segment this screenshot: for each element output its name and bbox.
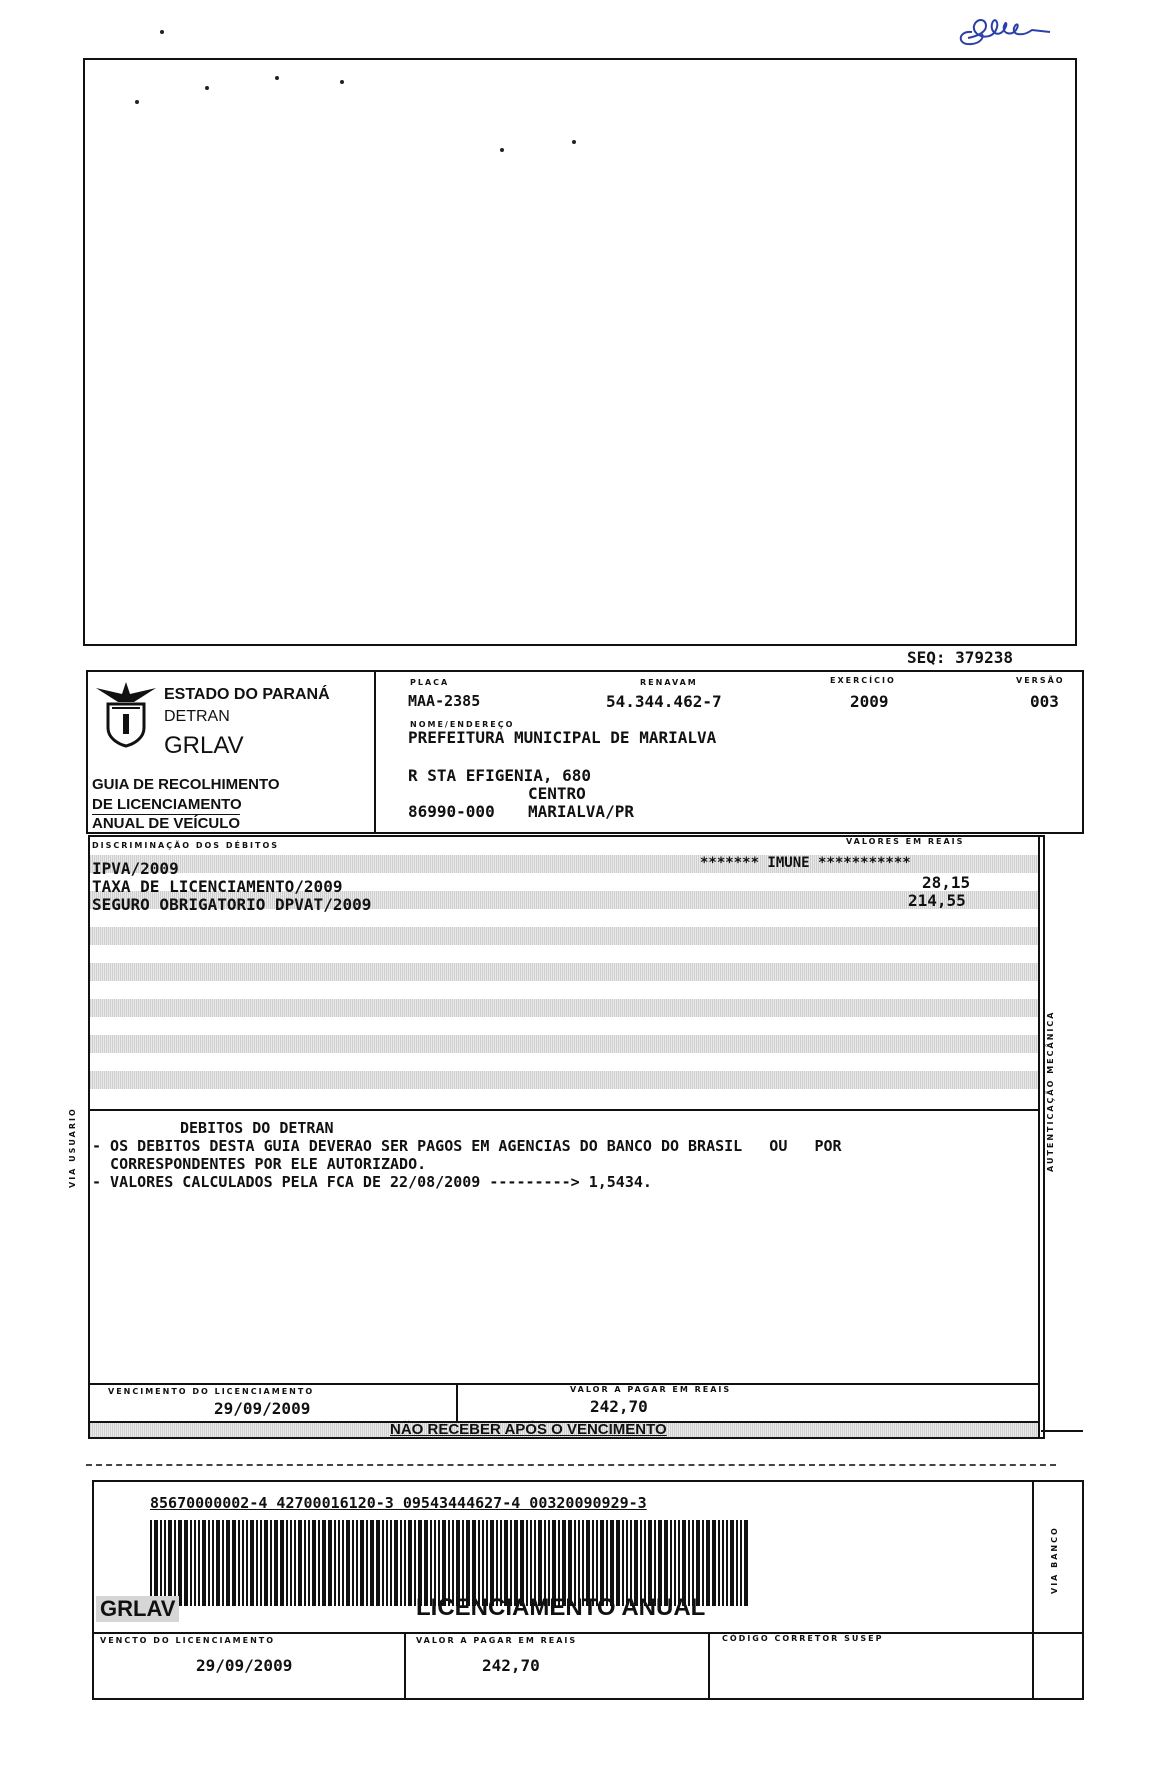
barcode-bar: [400, 1520, 402, 1606]
barcode-bar: [356, 1520, 358, 1606]
via-usuario-label: VIA USUARIO: [68, 1107, 77, 1188]
barcode-bar: [712, 1520, 716, 1606]
barcode-bar: [222, 1520, 224, 1606]
barcode-bar: [386, 1520, 388, 1606]
barcode-bar: [190, 1520, 192, 1606]
bank-form-code: GRLAV: [96, 1596, 179, 1622]
barcode-bar: [322, 1520, 326, 1606]
barcode-bar: [290, 1520, 292, 1606]
cut-line: [86, 1464, 1056, 1466]
barcode-bar: [160, 1520, 162, 1606]
barcode-bar: [360, 1520, 364, 1606]
barcode-bar: [390, 1520, 392, 1606]
barcode-bar: [298, 1520, 302, 1606]
state-name: ESTADO DO PARANÁ: [164, 686, 330, 703]
exercicio-label: EXERCÍCIO: [830, 676, 896, 685]
barcode-bar: [242, 1520, 244, 1606]
barcode-bar: [232, 1520, 236, 1606]
barcode-number: 85670000002-4 42700016120-3 09543444627-4 00320090929-3: [150, 1494, 647, 1512]
barcode-bar: [312, 1520, 316, 1606]
barcode-bar: [194, 1520, 196, 1606]
note-2: - VALORES CALCULADOS PELA FCA DE 22/08/2009 ---------> 1,5434.: [92, 1173, 652, 1191]
barcode-bar: [382, 1520, 384, 1606]
barcode-bar: [286, 1520, 288, 1606]
barcode-bar: [706, 1520, 710, 1606]
form-code: GRLAV: [164, 732, 244, 759]
corretor-label: CÓDIGO CORRETOR SUSEP: [722, 1634, 884, 1643]
sequence-number: SEQ: 379238: [907, 648, 1013, 667]
doc-title-line-3: ANUAL DE VEÍCULO: [92, 815, 241, 832]
barcode-bar: [238, 1520, 240, 1606]
renavam-label: RENAVAM: [640, 678, 698, 687]
debits-label: DISCRIMINAÇÃO DOS DÉBITOS: [92, 841, 280, 850]
barcode-bar: [208, 1520, 210, 1606]
note-1: - OS DEBITOS DESTA GUIA DEVERAO SER PAGOS EM AGENCIAS DO BANCO DO BRASIL OU POR: [92, 1137, 842, 1155]
debit-value-dpvat: 214,55: [908, 891, 966, 910]
barcode-bar: [328, 1520, 332, 1606]
bank-valor-value: 242,70: [482, 1656, 540, 1675]
barcode-bar: [726, 1520, 728, 1606]
barcode-bar: [730, 1520, 734, 1606]
valor-value: 242,70: [590, 1397, 648, 1416]
barcode-bar: [150, 1520, 152, 1606]
warning-text: NÃO RECEBER APÓS O VENCIMENTO: [390, 1421, 667, 1438]
autenticacao-label: AUTENTICAÇÃO MECÂNICA: [1046, 1010, 1055, 1172]
barcode-bar: [366, 1520, 368, 1606]
barcode-bar: [246, 1520, 248, 1606]
barcode-bar: [174, 1520, 176, 1606]
exercicio-value: 2009: [850, 692, 889, 711]
header-box: [86, 670, 1084, 834]
barcode-bar: [250, 1520, 254, 1606]
barcode-bar: [164, 1520, 166, 1606]
barcode-bar: [394, 1520, 398, 1606]
barcode-bar: [334, 1520, 336, 1606]
nome-label: NOME/ENDEREÇO: [410, 720, 515, 729]
placa-value: MAA-2385: [408, 692, 481, 710]
debit-desc-ipva: IPVA/2009: [92, 859, 179, 878]
note-1b: CORRESPONDENTES POR ELE AUTORIZADO.: [92, 1155, 427, 1173]
bank-venc-label: VENCTO DO LICENCIAMENTO: [100, 1636, 276, 1645]
barcode-bar: [178, 1520, 182, 1606]
barcode-bar: [198, 1520, 200, 1606]
barcode-bar: [346, 1520, 350, 1606]
debit-value-taxa: 28,15: [922, 873, 971, 892]
debit-desc-taxa: TAXA DE LICENCIAMENTO/2009: [92, 877, 343, 896]
barcode-bar: [270, 1520, 272, 1606]
doc-title-line-2: DE LICENCIAMENTO: [92, 796, 242, 813]
barcode-bar: [370, 1520, 374, 1606]
bank-title: LICENCIAMENTO ANUAL: [416, 1594, 706, 1621]
signature: [950, 2, 1060, 50]
barcode-bar: [718, 1520, 720, 1606]
via-banco-label: VIA BANCO: [1050, 1526, 1059, 1594]
placa-label: PLACA: [410, 678, 450, 687]
barcode-bar: [226, 1520, 230, 1606]
barcode-bar: [280, 1520, 284, 1606]
barcode-bar: [256, 1520, 258, 1606]
barcode-bar: [338, 1520, 340, 1606]
renavam-value: 54.344.462-7: [606, 692, 722, 711]
valor-label: VALOR A PAGAR EM REAIS: [570, 1385, 732, 1394]
barcode-bar: [304, 1520, 306, 1606]
values-label: VALORES EM REAIS: [846, 837, 965, 846]
doc-title-line-1: GUIA DE RECOLHIMENTO: [92, 776, 280, 793]
barcode-bar: [154, 1520, 158, 1606]
barcode-bar: [352, 1520, 354, 1606]
debit-value-ipva: ******* IMUNE ***********: [700, 855, 911, 871]
scan-area: [83, 58, 1077, 646]
coat-of-arms-icon: [94, 678, 158, 748]
barcode-bar: [212, 1520, 214, 1606]
barcode-bar: [740, 1520, 742, 1606]
bank-venc-value: 29/09/2009: [196, 1656, 293, 1675]
barcode-bar: [264, 1520, 268, 1606]
barcode-bar: [342, 1520, 344, 1606]
barcode-bar: [308, 1520, 310, 1606]
versao-label: VERSÃO: [1016, 676, 1065, 685]
debit-desc-dpvat: SEGURO OBRIGATORIO DPVAT/2009: [92, 895, 372, 914]
barcode-bar: [408, 1520, 412, 1606]
barcode-bar: [184, 1520, 188, 1606]
agency-name: DETRAN: [164, 708, 230, 725]
cep-value: 86990-000: [408, 802, 495, 821]
barcode-bar: [318, 1520, 320, 1606]
debits-box: [88, 835, 1045, 1439]
bairro-value: CENTRO: [528, 784, 586, 803]
cidade-value: MARIALVA/PR: [528, 802, 634, 821]
nome-value: PREFEITURA MUNICIPAL DE MARIALVA: [408, 728, 717, 747]
barcode-bar: [744, 1520, 748, 1606]
barcode-bar: [722, 1520, 724, 1606]
barcode-bar: [736, 1520, 738, 1606]
venc-label: VENCIMENTO DO LICENCIAMENTO: [108, 1387, 315, 1396]
venc-value: 29/09/2009: [214, 1399, 311, 1418]
barcode-bar: [274, 1520, 278, 1606]
versao-value: 003: [1030, 692, 1059, 711]
barcode-bar: [168, 1520, 172, 1606]
endereco-value: R STA EFIGENIA, 680: [408, 766, 592, 785]
bank-valor-label: VALOR A PAGAR EM REAIS: [416, 1636, 578, 1645]
barcode-bar: [260, 1520, 262, 1606]
barcode-bar: [216, 1520, 220, 1606]
barcode-bar: [404, 1520, 406, 1606]
barcode-bar: [294, 1520, 296, 1606]
barcode-bar: [202, 1520, 206, 1606]
notes-title: DEBITOS DO DETRAN: [180, 1119, 334, 1137]
barcode-bar: [376, 1520, 380, 1606]
